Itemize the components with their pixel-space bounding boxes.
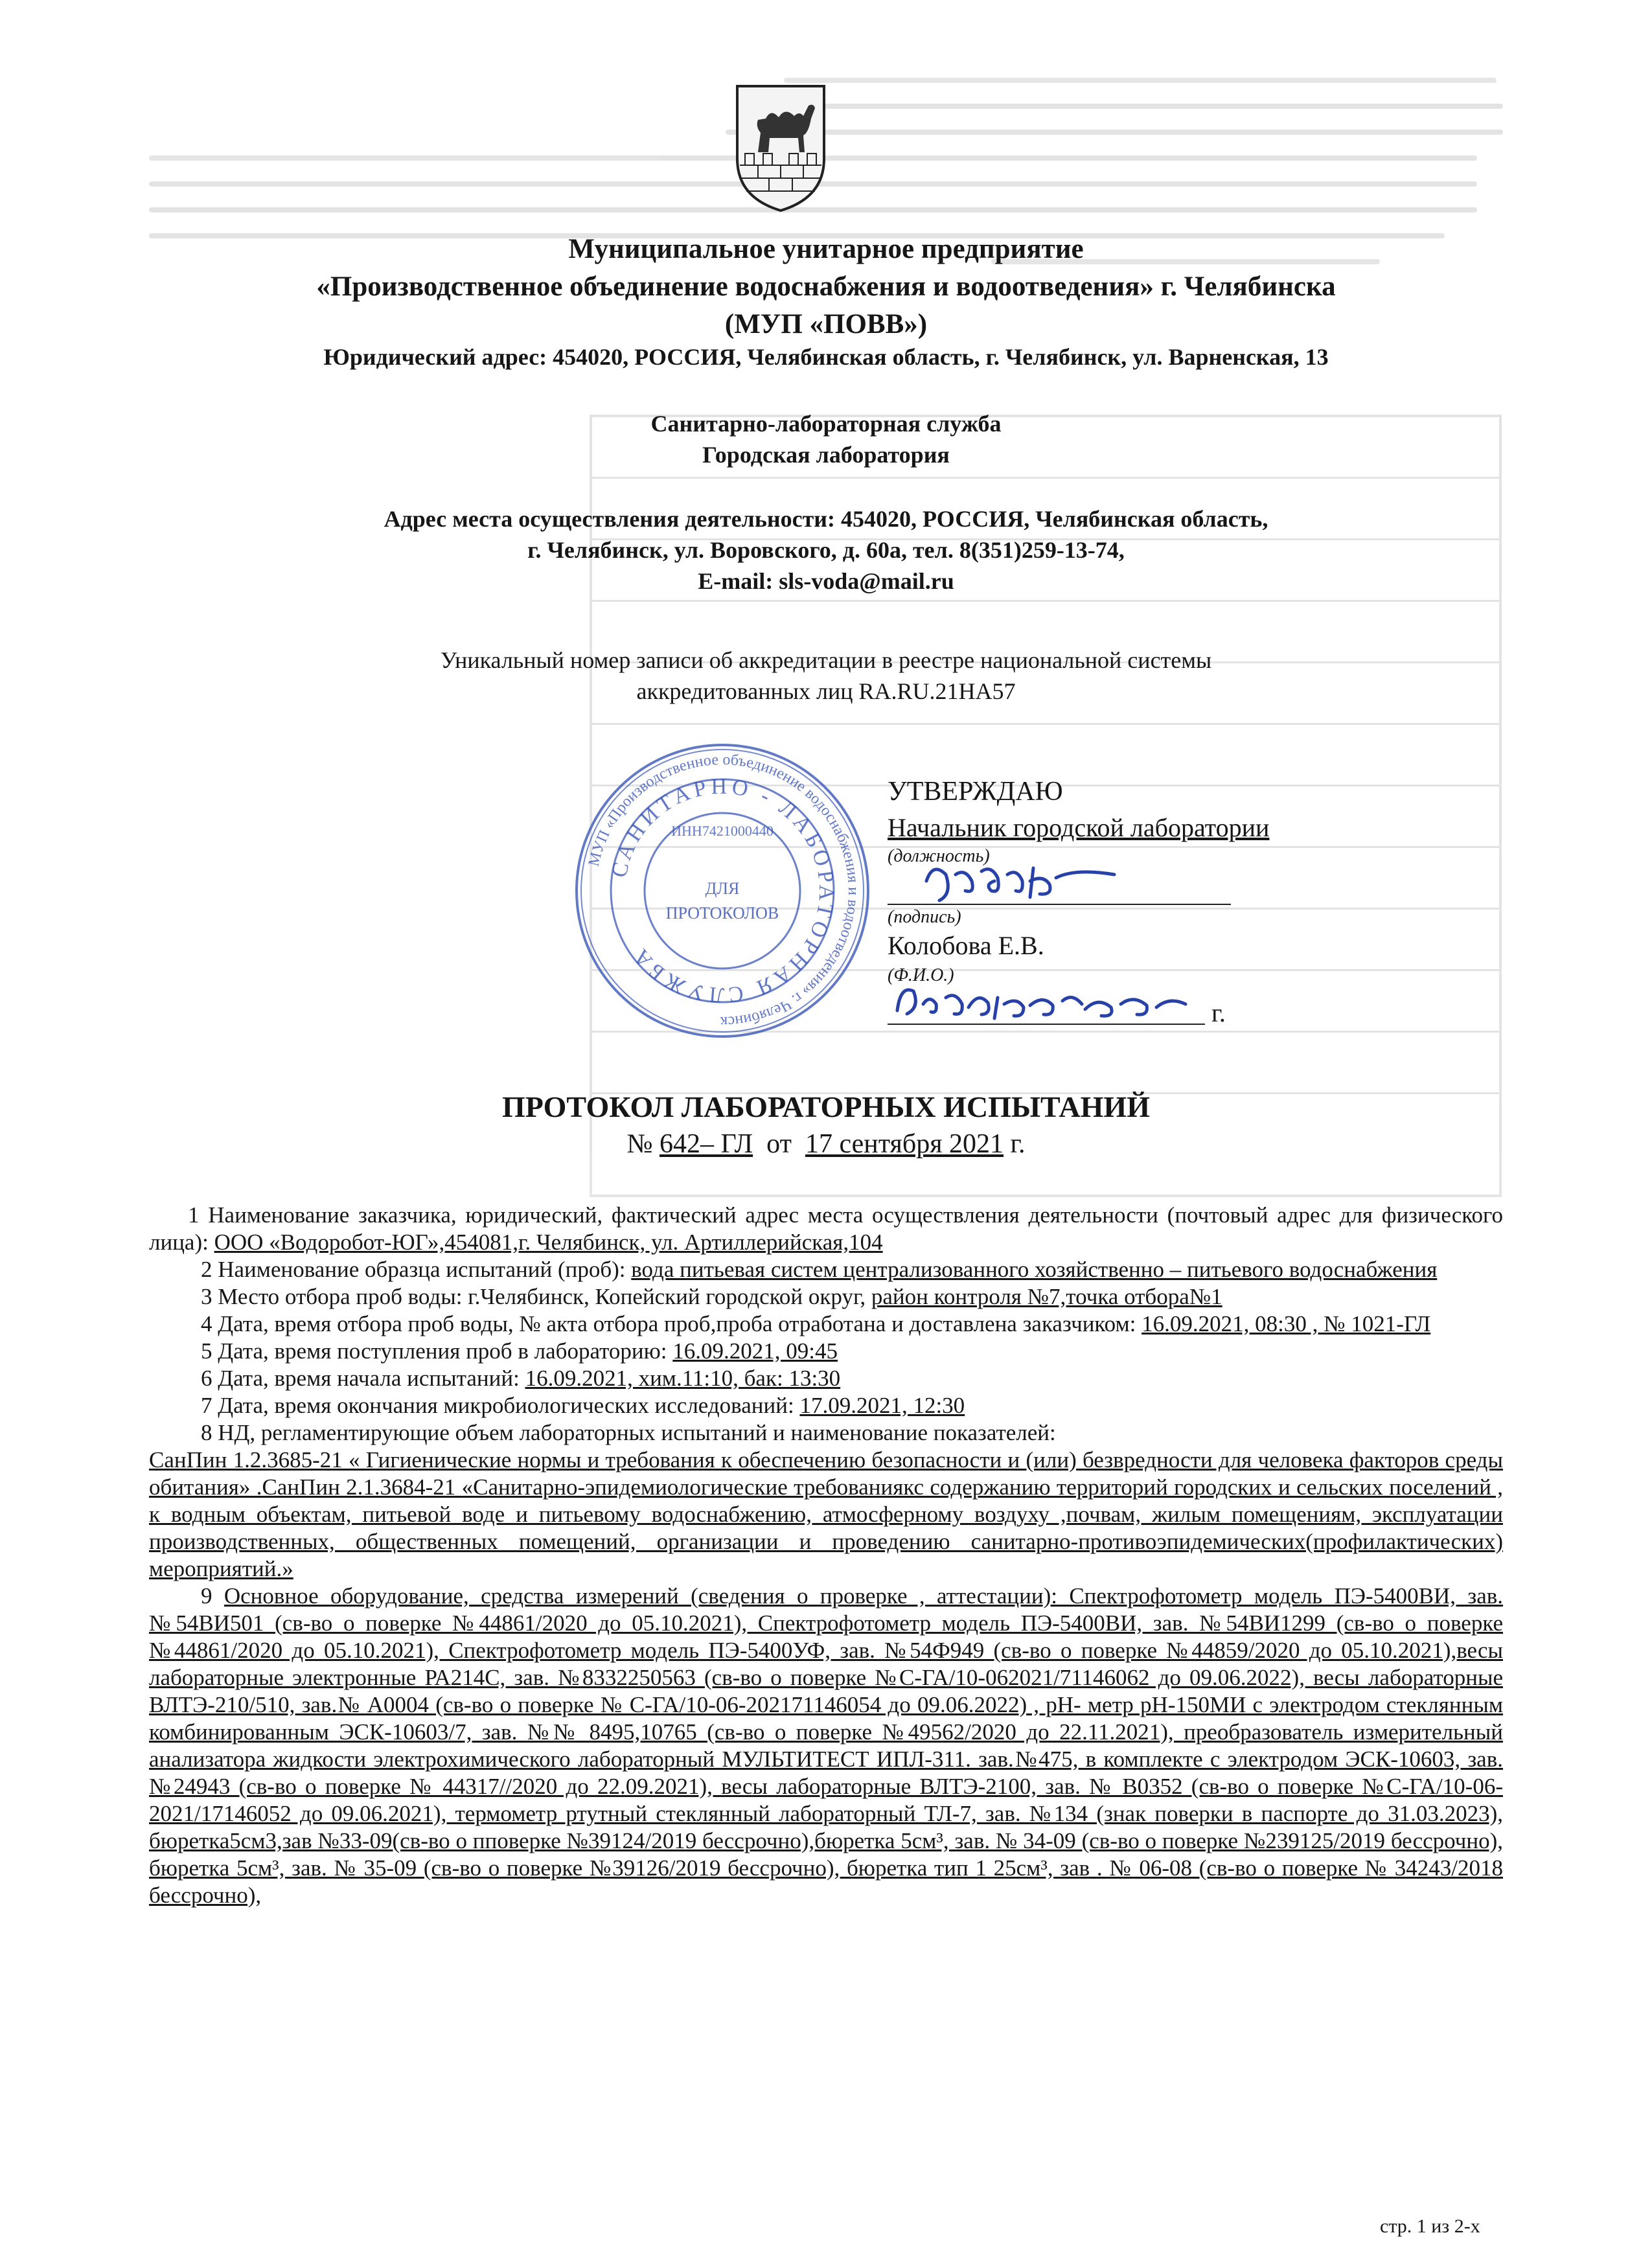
item-5 <box>149 1338 1503 1365</box>
item-1-label: 1 Наименование заказчика, юридический, фактический адрес места осуществления деятельности (почтовый адрес для физического лица): <box>149 1202 1503 1255</box>
item-3-value: район контроля №7,точка отбора№1 <box>871 1284 1222 1309</box>
item-5-label: 5 Дата, время поступления проб в лабораторию: <box>201 1338 667 1364</box>
date-year-suffix: г. <box>1211 998 1226 1027</box>
signature-line <box>888 904 1231 905</box>
item-2 <box>149 1256 1503 1283</box>
item-9 <box>149 1583 1503 1909</box>
coat-of-arms-icon <box>732 81 829 214</box>
svg-text:МУП «Производственное объедине: МУП «Производственное объединение водоснабжения и водоотведения» г. Челябинск <box>585 751 862 1031</box>
item-1 <box>149 1202 1503 1256</box>
protocol-number-line <box>149 1128 1503 1160</box>
item-7-label: 7 Дата, время окончания микробиологических исследований: <box>201 1393 794 1418</box>
item-6 <box>149 1365 1503 1392</box>
item-6-label: 6 Дата, время начала испытаний: <box>201 1366 520 1391</box>
activity-address-line2: г. Челябинск, ул. Воровского, д. 60а, тел. 8(351)259-13-74, <box>527 537 1125 563</box>
legal-address: Юридический адрес: 454020, РОССИЯ, Челябинская область, г. Челябинск, ул. Варненская, 13 <box>323 344 1329 370</box>
approve-heading: УТВЕРЖДАЮ <box>888 777 1063 807</box>
stamp-center-1: ДЛЯ <box>705 879 740 898</box>
org-name-line1: Муниципальное унитарное предприятие <box>568 234 1084 264</box>
item-2-label: 2 Наименование образца испытаний (проб): <box>201 1257 626 1282</box>
accreditation-line2: аккредитованных лиц RA.RU.21НА57 <box>636 678 1016 704</box>
name-caption: (Ф.И.О.) <box>888 965 954 985</box>
protocol-date: 17 сентября 2021 <box>805 1129 1004 1159</box>
stamp-center-2: ПРОТОКОЛОВ <box>665 904 779 922</box>
item-8 <box>149 1419 1503 1447</box>
item-6-value: 16.09.2021, хим.11:10, бак: 13:30 <box>525 1366 841 1391</box>
from-label: от <box>766 1129 792 1159</box>
item-5-value: 16.09.2021, 09:45 <box>672 1338 838 1364</box>
item-8-value: СанПин 1.2.3685-21 « Гигиенические нормы и требования к обеспечению безопасности и (или) безвредности для человека факторов среды обитания» .СанПин 2.1.3684-21 «Санитарно-эпидемиологические требованиякс содержанию территорий городских и сельских поселений , к водным объектам, питьевой воде и питьевому водоснабжению, атмосферному воздуху ,почвам, жилым помещениям, эксплуатации производственных, общественных помещений, организации и проведению санитарно-противоэпидемических(профилактических) мероприятий.» <box>149 1447 1503 1581</box>
protocol-number: 642– ГЛ <box>660 1129 753 1159</box>
org-name-line2: «Производственное объединение водоснабжения и водоотведения» г. Челябинска <box>316 271 1336 302</box>
date-line <box>888 1024 1205 1025</box>
item-3-label: 3 Место отбора проб воды: г.Челябинск, Копейский городской округ, <box>201 1284 866 1309</box>
email-line: E-mail: sls-voda@mail.ru <box>698 568 954 594</box>
stamp-inn: ИНН7421000440 <box>671 823 774 839</box>
org-short-name: (МУП «ПОВВ») <box>724 309 928 339</box>
item-9-value: Основное оборудование, средства измерений (сведения о проверке , аттестации): Спектрофотометр модель ПЭ-5400ВИ, зав. №54ВИ501 (св-во о поверке №44861/2020 до 05.10.2021), Спектрофотометр модель ПЭ-5400ВИ, зав. №54ВИ1299 (св-во о поверке №44861/2020 до 05.10.2021), Спектрофотометр модель ПЭ-5400УФ, зав. №54Ф949 (св-во о поверке №44859/2020 до 05.10.2021),весы лабораторные электронные РА214С, зав. №8332250563 (св-во о поверке №С-ГА/10-062021/71146062 до 09.06.2022), весы лабораторные ВЛТЭ-210/510, зав.№ А0004 (св-во о поверке № С-ГА/10-06-202171146054 до 09.06.2022) , рН- метр рН-150МИ с электродом стеклянным комбинированным ЭСК-10603/7, зав. №№ 8495,10765 (св-во о поверке №49562/2020 до 22.11.2021), преобразователь измерительный анализатора жидкости электрохимического лабораторный МУЛЬТИТЕСТ ИПЛ-311. зав.№475, в комплекте с электродом ЭСК-10603, зав.№24943 (св-во о поверке № 44317//2020 до 22.09.2021), весы лабораторные ВЛТЭ-2100, зав. № В0352 (св-во о поверке №С-ГА/10-06-2021/17146052 до 09.06.2021), термометр ртутный стеклянный лабораторный ТЛ-7, зав. №134 (знак поверки в паспорте до 31.03.2023), бюретка5см3,зав №33-09(св-во о пповерке №39124/2019 бессрочно),бюретка 5см³, зав. № 34-09 (св-во о поверке №239125/2019 бессрочно), бюретка 5см³, зав. № 35-09 (св-во о поверке №39126/2019 бессрочно), бюретка тип 1 25см³, зав . № 06-08 (св-во о поверке № 34243/2018 бессрочно), <box>149 1583 1504 1908</box>
signature-icon <box>920 855 1127 907</box>
item-8-label: 8 НД, регламентирующие объем лабораторных испытаний и наименование показателей: <box>201 1420 1056 1445</box>
protocol-year-suffix: г. <box>1010 1129 1026 1159</box>
number-label: № <box>626 1129 653 1159</box>
item-4 <box>149 1311 1503 1338</box>
protocol-body <box>149 1202 1503 1909</box>
approver-position: Начальник городской лаборатории <box>888 813 1270 842</box>
service-name: Санитарно-лабораторная служба <box>650 411 1002 437</box>
signature-caption: (подпись) <box>888 907 961 927</box>
svg-text:САНИТАРНО - ЛАБОРАТОРНАЯ СЛУЖБ: САНИТАРНО - ЛАБОРАТОРНАЯ СЛУЖБА <box>607 774 839 1007</box>
item-4-label: 4 Дата, время отбора проб воды, № акта отбора проб,проба отработана и доставлена заказчиком: <box>201 1311 1136 1336</box>
activity-address-line1: Адрес места осуществления деятельности: 454020, РОССИЯ, Челябинская область, <box>384 506 1268 532</box>
item-4-value: 16.09.2021, 08:30 , № 1021-ГЛ <box>1141 1311 1431 1336</box>
handwritten-date-icon <box>891 978 1202 1027</box>
item-7 <box>149 1392 1503 1419</box>
position-caption: (должность) <box>888 846 990 866</box>
item-1-value: ООО «Водоробот-ЮГ»,454081,г. Челябинск, ул. Артиллерийская,104 <box>214 1230 883 1255</box>
item-2-value: вода питьевая систем централизованного хозяйственно – питьевого водоснабжения <box>631 1257 1438 1282</box>
item-9-label: 9 <box>201 1583 212 1609</box>
round-stamp-icon <box>570 739 875 1043</box>
lab-name: Городская лаборатория <box>702 442 950 468</box>
item-7-value: 17.09.2021, 12:30 <box>799 1393 965 1418</box>
approver-name: Колобова Е.В. <box>888 931 1044 960</box>
page-number: стр. 1 из 2-х <box>1380 2216 1480 2237</box>
accreditation-line1: Уникальный номер записи об аккредитации в реестре национальной системы <box>440 647 1212 673</box>
protocol-title: ПРОТОКОЛ ЛАБОРАТОРНЫХ ИСПЫТАНИЙ <box>501 1090 1150 1123</box>
item-3 <box>149 1283 1503 1311</box>
item-8-normative <box>149 1447 1503 1583</box>
